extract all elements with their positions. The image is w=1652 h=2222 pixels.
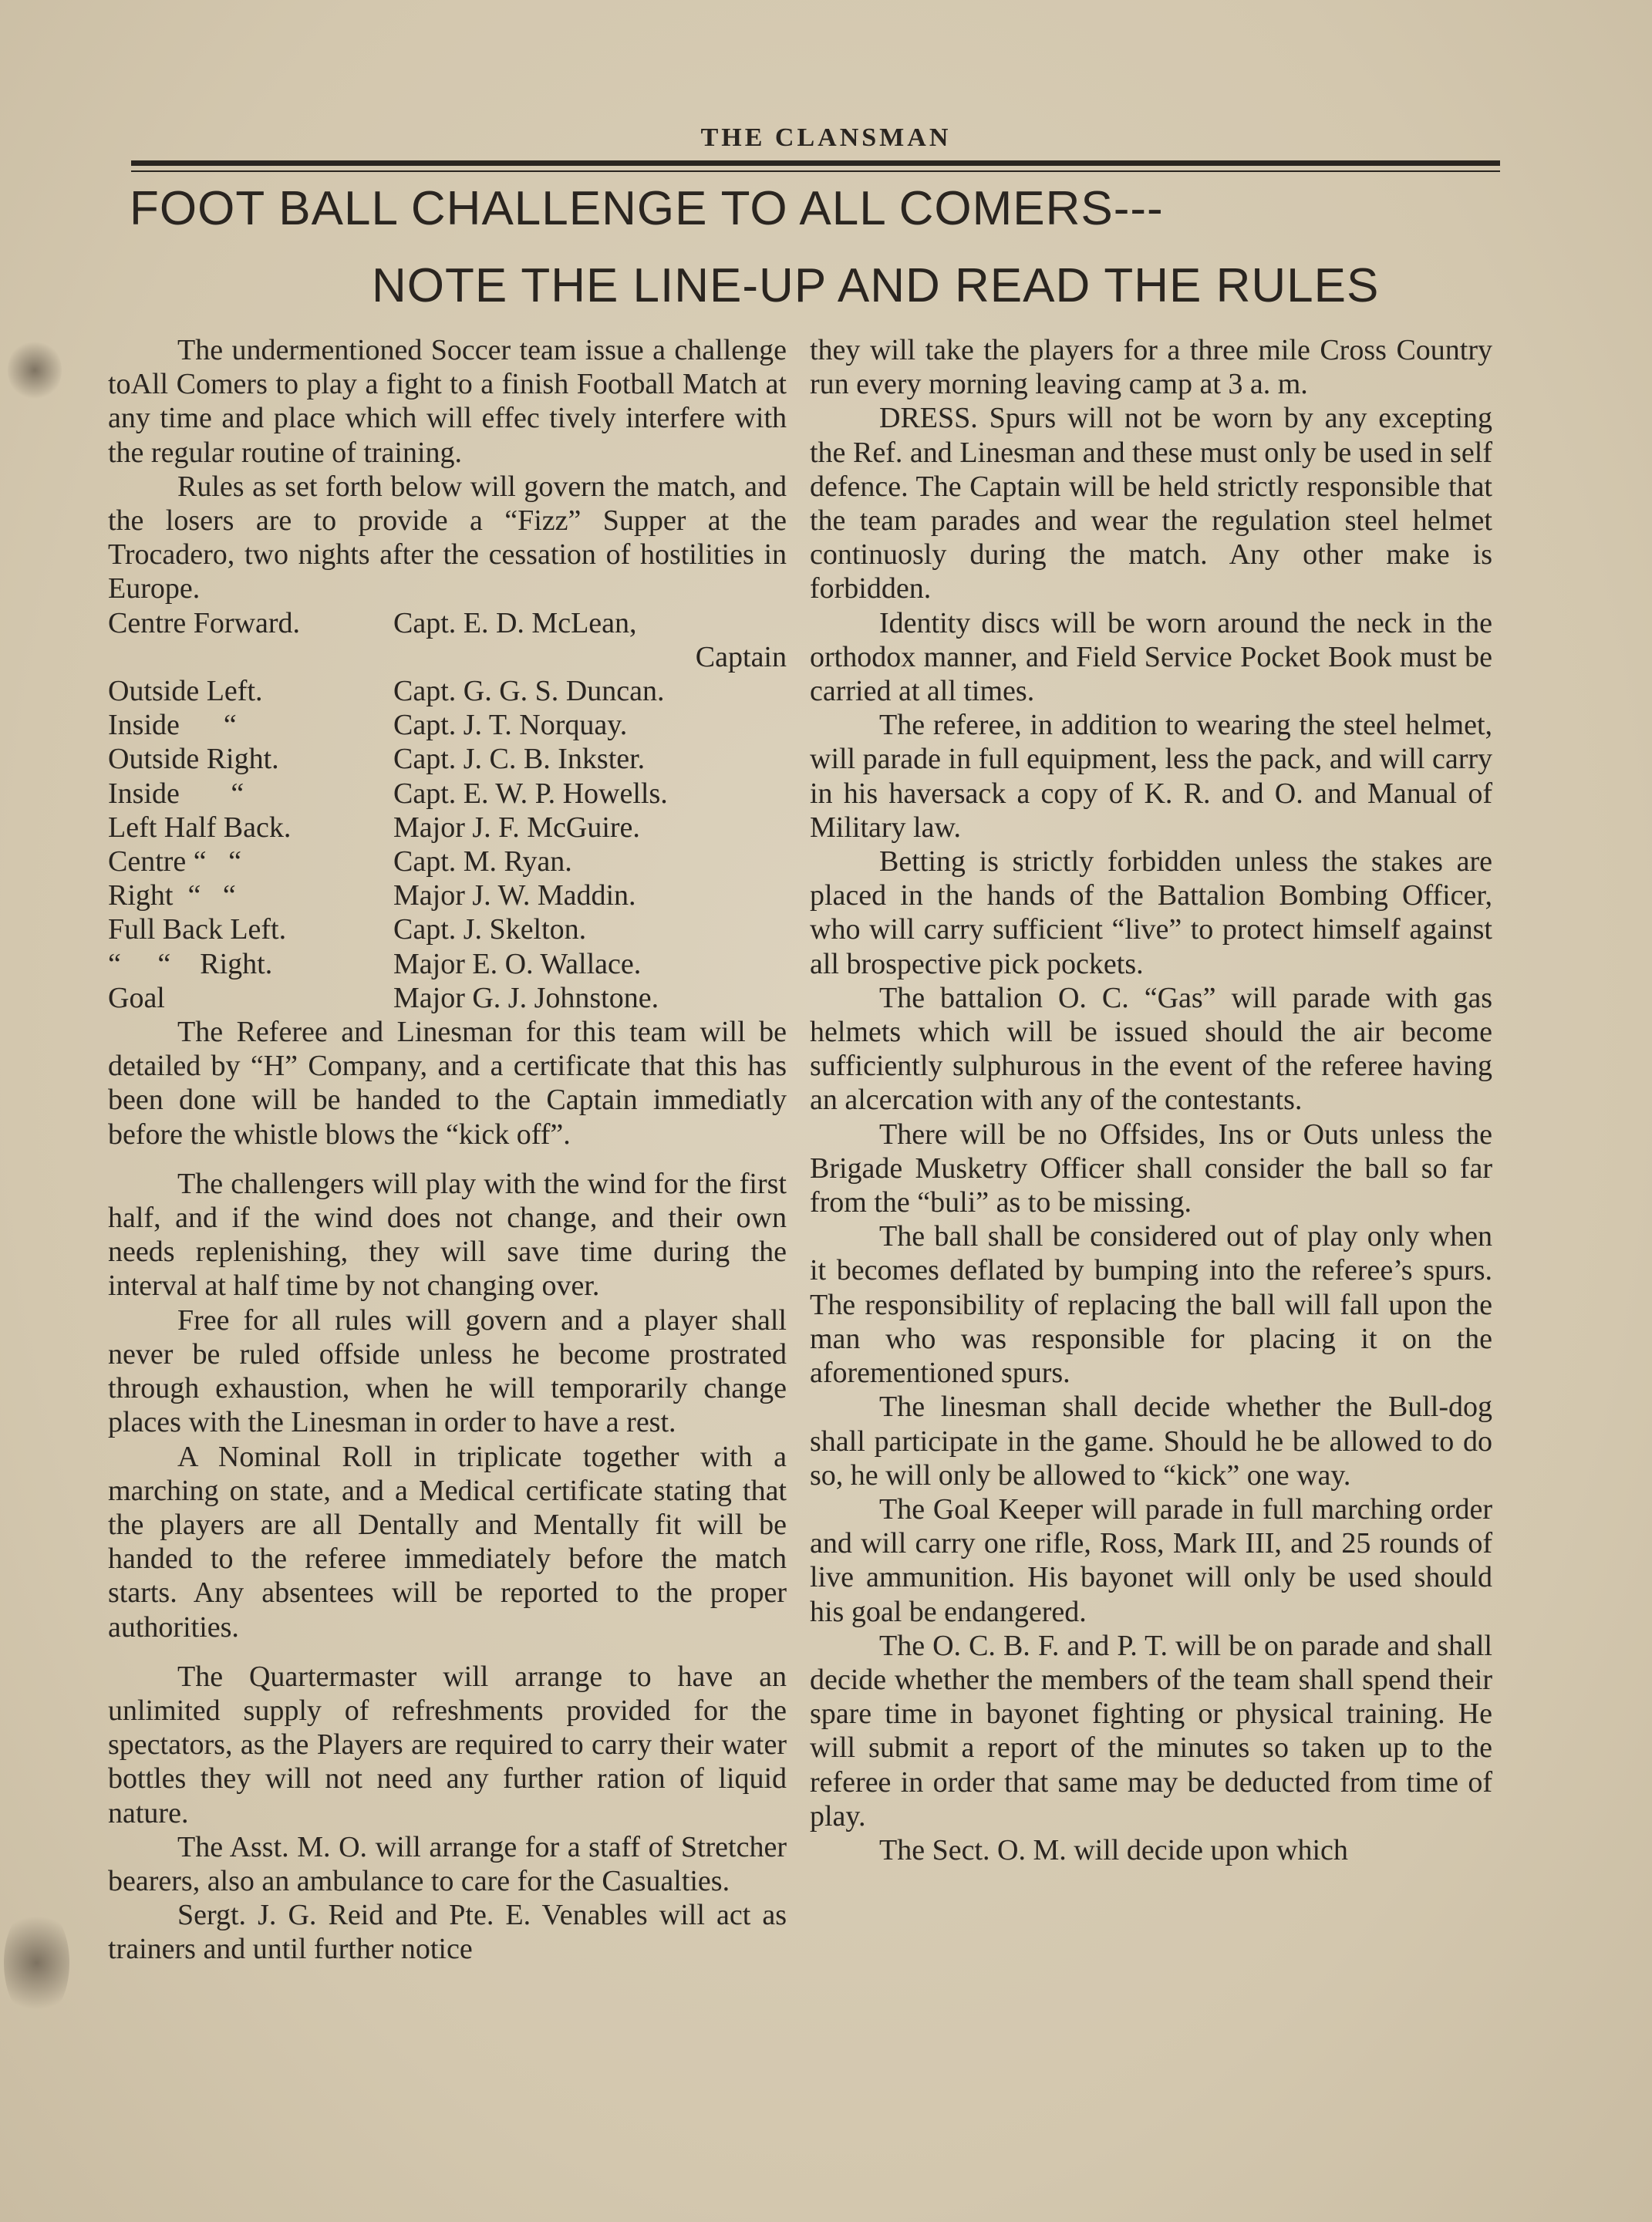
identity-discs-paragraph: Identity discs will be worn around the neck in the orthodox manner, and Field Service Pocket Book must be carried at all times. [810, 606, 1492, 708]
lineup-player: Capt. J. C. B. Inkster. [393, 743, 646, 776]
lineup-position: Inside “ [108, 777, 244, 810]
lineup-player: Major J. W. Maddin. [393, 879, 636, 912]
headline-line-1: FOOT BALL CHALLENGE TO ALL COMERS--- [130, 182, 1164, 235]
lineup-player: Capt. J. Skelton. [393, 913, 587, 946]
cross-country-paragraph: they will take the players for a three mile Cross Country run every morning leaving camp at 3 a. m. [810, 334, 1492, 401]
lineup-position: “ “ Right. [108, 947, 273, 980]
lineup-position: Outside Right. [108, 743, 279, 776]
dress-paragraph: DRESS. Spurs will not be worn by any excepting the Ref. and Linesman and these must only be used in self defence. The Captain will be held strictly responsible that the team parades and wear the regulation steel helmet continuosly during the match. Any other make is forbidden. [810, 402, 1492, 605]
margin-ink-smudge [8, 339, 62, 401]
lineup-position: Right “ “ [108, 879, 236, 912]
lineup-position: Full Back Left. [108, 913, 287, 946]
lineup-row [108, 947, 787, 981]
asst-mo-paragraph: The Asst. M. O. will arrange for a staff of Stretcher bearers, also an ambulance to care for the Casualties. [108, 1830, 787, 1897]
trainers-paragraph: Sergt. J. G. Reid and Pte. E. Venables will act as trainers and until further notice [108, 1899, 787, 1966]
lineup-position: Centre Forward. [108, 606, 301, 639]
lineup-row [108, 777, 787, 811]
referee-paragraph: The Referee and Linesman for this team will be detailed by “H” Company, and a certificate that this has been done will be handed to the Captain immediatly before the whistle blows the “kick off”. [108, 1016, 787, 1151]
lineup-position: Centre “ “ [108, 845, 242, 878]
lineup-row [108, 708, 787, 742]
offsides-paragraph: There will be no Offsides, Ins or Outs unless the Brigade Musketry Officer shall consider the ball so far from the “buli” as to be missing. [810, 1118, 1492, 1219]
challengers-paragraph: The challengers will play with the wind for the first half, and if the wind does not change, and their own needs replenishing, they will save time during the interval at half time by not changing over. [108, 1167, 787, 1303]
gas-paragraph: The battalion O. C. “Gas” will parade with gas helmets which will be issued should the air become sufficiently sulphurous in the event of the referee having an alcercation with any of the contestants. [810, 981, 1492, 1117]
sect-om-paragraph: The Sect. O. M. will decide upon which [879, 1833, 1348, 1866]
right-column [810, 333, 1492, 1867]
lineup-player: Capt. G. G. S. Duncan. [393, 675, 665, 708]
quartermaster-paragraph: The Quartermaster will arrange to have an unlimited supply of refreshments provided for the spectators, as the Players are required to carry their water bottles they will not need any further ration of liquid nature. [108, 1660, 787, 1829]
ball-out-of-play-paragraph: The ball shall be considered out of play only when it becomes deflated by bumping into the referee’s spurs. The responsibility of replacing the ball will fall upon the man who was responsible for placing it on the aforementioned spurs. [810, 1220, 1492, 1390]
bull-dog-paragraph: The linesman shall decide whether the Bull-dog shall participate in the game. Should he be allowed to do so, he will only be allowed to “kick” one way. [810, 1391, 1492, 1492]
lineup-row [108, 674, 787, 708]
lineup-position: Goal [108, 981, 165, 1014]
lineup-row [108, 845, 787, 878]
team-lineup [108, 606, 787, 1015]
betting-paragraph: Betting is strictly forbidden unless the stakes are placed in the hands of the Battalion Bombing Officer, who will carry sufficient “live” to protect himself against all brospective pick pockets. [810, 845, 1492, 980]
lineup-player: Capt. E. D. McLean, [393, 606, 637, 639]
lineup-row [108, 606, 787, 640]
lineup-position [108, 640, 393, 674]
lineup-player: Captain [695, 640, 787, 673]
margin-ink-smudge [4, 1905, 69, 2021]
bayonet-training-paragraph: The O. C. B. F. and P. T. will be on parade and shall decide whether the members of the team shall spend their spare time in bayonet fighting or physical training. He will submit a report of the minutes so taken up to the referee in order that same may be deducted from time of play. [810, 1629, 1492, 1833]
lineup-position: Inside “ [108, 709, 237, 742]
header-rule-thin [131, 170, 1500, 172]
header-rule-thick [131, 160, 1500, 166]
lineup-row [108, 981, 787, 1015]
referee-equipment-paragraph: The referee, in addition to wearing the steel helmet, will parade in full equipment, less the pack, and will carry in his haversack a copy of K. R. and O. and Manual of Military law. [810, 709, 1492, 844]
lineup-player: Capt. J. T. Norquay. [393, 709, 628, 742]
lineup-player: Capt. E. W. P. Howells. [393, 777, 668, 810]
lineup-player: Major G. J. Johnstone. [393, 981, 659, 1014]
lineup-player: Capt. M. Ryan. [393, 845, 572, 878]
left-column [108, 333, 787, 1967]
nominal-roll-paragraph: A Nominal Roll in triplicate together with a marching on state, and a Medical certificate stating that the players are all Dentally and Mentally fit will be handed to the referee immediately before the match starts. Any absentees will be reported to the proper authorities. [108, 1440, 787, 1644]
lineup-player: Major E. O. Wallace. [393, 947, 642, 980]
lineup-position: Left Half Back. [108, 811, 292, 844]
goal-keeper-paragraph: The Goal Keeper will parade in full marching order and will carry one rifle, Ross, Mark III, and 25 rounds of live ammunition. His bayonet will only be used should his goal be endangered. [810, 1492, 1492, 1628]
headline-line-2: NOTE THE LINE-UP AND READ THE RULES [372, 259, 1380, 312]
running-title: THE CLANSMAN [700, 123, 952, 152]
intro-paragraph: The undermentioned Soccer team issue a challenge toAll Comers to play a fight to a finish Football Match at any time and place which will effec tively interfere with the regular routine of training. [108, 334, 787, 469]
lineup-row [108, 878, 787, 912]
lineup-row [108, 811, 787, 845]
lineup-row [108, 912, 787, 946]
rules-intro-paragraph: Rules as set forth below will govern the match, and the losers are to provide a “Fizz” Supper at the Trocadero, two nights after the cessation of hostilities in Europe. [108, 470, 787, 605]
lineup-row [108, 640, 787, 674]
lineup-row [108, 742, 787, 776]
free-for-all-paragraph: Free for all rules will govern and a player shall never be ruled offside unless he become prostrated through exhaustion, when he will temporarily change places with the Linesman in order to have a rest. [108, 1303, 787, 1439]
lineup-position: Outside Left. [108, 675, 263, 708]
lineup-player: Major J. F. McGuire. [393, 811, 640, 844]
